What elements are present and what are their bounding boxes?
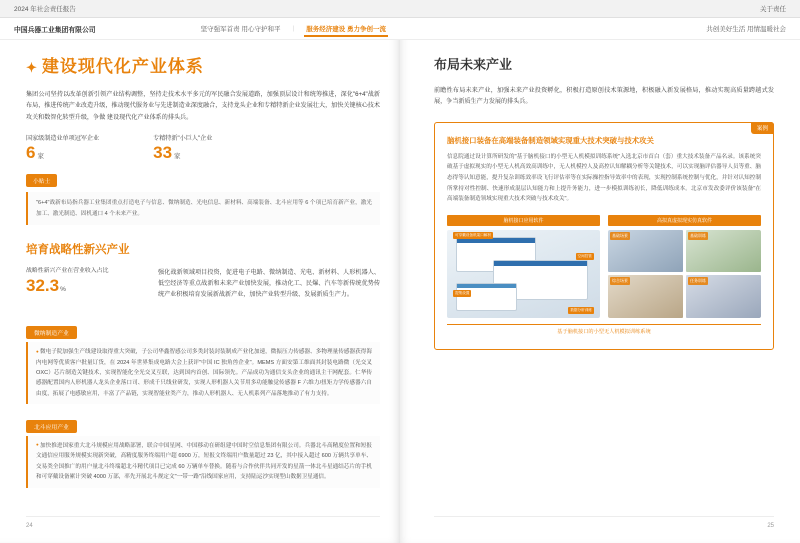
- figure-0-image: [447, 230, 600, 318]
- figure-0-label-3: 数据分析训练: [570, 308, 592, 313]
- topbar-right-label: 关于责任: [760, 6, 786, 13]
- case-card: [434, 122, 774, 350]
- figure-1: [608, 215, 761, 318]
- subsection-0-tag: 微纳制造产业: [26, 326, 77, 339]
- figure-1-label-2: 综合场景: [612, 278, 628, 284]
- kpi-1-label: 专精特新"小巨人"企业: [153, 134, 213, 142]
- case-body: 信息院通过设计算所研发的"基于脑机接口的小型无人机模拟训练系统"入选北京市首白（套）重大技术装备产品名录。该系统突破基于虚拟现实的小型无人机高效高训练中，无人机模控人及高控认知解耦分析等关键技术，可以实现脑评估器导人员等重、脑态得等认知意能，提升复杂训练效率设飞行评估率等在实际操控指导效率中的表现，实现控制系统控制与优化，并针对认知控制所掌持对性控制、快速形成混层认知能力和上提升务能力，进一步模拟训练初长，降低训练成本。北京市发改委评价该装备"在高端装备制造领域实现重大技术突破与技术攻关"。: [447, 153, 761, 203]
- right-navbar: [400, 18, 800, 40]
- kpi-1-value: [153, 144, 212, 163]
- figure-1-tile-0: [608, 230, 683, 273]
- subsection-1-item-0: ● 加快推进国家重大北斗规模应用战略部署，联合中国星网、中国移动在研组建中国时空信息集团有限公司。兵器北斗高精度位置和短报文通信应用服务规模实现新突破，高精度服务终端用户超 6900 万，短报文终端用户数量超过 23 亿，其中接入超过 600 万辆共享单车、交易类全国推广的用户量北斗终端超北斗精代项目已完成 60 万辆单车替换。随着与合作伙伴共同开发的星箭一体北斗星通结芯片的手机和可穿戴设备累计突破 4000 万部，率先开展北斗规定文"一带一路"沿线国家应用，支持陆运沙实现型山数据卫星通信。: [36, 441, 372, 482]
- section-body-wrap: [158, 267, 380, 311]
- figure-1-label-3: 任务训练: [690, 278, 706, 284]
- section-stat-row: [26, 267, 380, 311]
- subsection-1-tag: 北斗应用产业: [26, 420, 77, 433]
- nav-item-1[interactable]: 服务经济建设 勇力争创一流: [304, 21, 388, 37]
- section-stat-label: 战略性新兴产业在营业收入占比: [26, 267, 109, 274]
- kpi-0: [26, 133, 99, 163]
- figure-0-label-0: 可穿戴设备机架口解析: [455, 232, 492, 237]
- figure-row: [447, 215, 761, 318]
- subsection-0: [26, 322, 380, 404]
- figure-0: [447, 215, 600, 318]
- figure-1-caption: 高拟真虚拟现实仿真软件: [608, 215, 761, 226]
- right-topbar: [400, 0, 800, 18]
- section-title: 培育战略性新兴产业: [26, 243, 130, 256]
- kpi-0-value: [26, 144, 99, 163]
- note-block: [26, 170, 380, 224]
- star-icon: ✦: [26, 60, 38, 75]
- section-stat-number: 32.3: [26, 276, 60, 296]
- intro-paragraph: 集团公司坚持以改革创新引领产业结构调整，坚持走技术水平多元的军民融合发展道路，加强顶层设计和统筹推进，深化"6+4"战新布局，推进传统产业改造升级，推动现代服务业与先进制造业深度融合，支持龙头企业和专精特新企业发展壮大，加快关键核心技术攻关和数智化转型升级，争做 建设现代化产业体系的排头兵。: [26, 91, 380, 121]
- brand-label: 中国兵器工业集团有限公司: [14, 26, 96, 34]
- section-stat: [26, 267, 144, 296]
- kpi-0-unit: 家: [37, 152, 44, 160]
- kpi-row: [26, 133, 380, 163]
- page-title-text: 建设现代化产业体系: [41, 57, 204, 76]
- nav-separator: |: [292, 25, 295, 32]
- kpi-0-number: 6: [26, 142, 36, 162]
- nav-item-2[interactable]: 共创美好生活 用情温暖社会: [706, 26, 786, 33]
- figure-1-label-1: 基础训练: [690, 232, 706, 238]
- figure-0-label-1: 空间控管: [577, 253, 592, 258]
- kpi-1-unit: 家: [174, 152, 181, 160]
- figure-1-image: [608, 230, 761, 318]
- subsection-1-body: [26, 436, 380, 487]
- left-navbar: [0, 18, 400, 40]
- note-text: "6+4"战新布局指兵器工业集团重点打造电子与信息、微纳制造、光电信息、新材料、高端装备、北斗应用等 6 个项已培育新产业，激光加工、激光制造、固机通口 4 个未来产业。: [26, 192, 380, 224]
- right-footer-rule: [434, 516, 774, 517]
- section-stat-unit: %: [60, 286, 66, 294]
- right-intro-paragraph: 前瞻性布局未来产业，加强未来产业投资孵化，积极打造原创技术策源地，积极融入新发展格局，推动实现高质量跨越式发展，争当新质生产力发展的排头兵。: [434, 87, 774, 106]
- subsection-1: [26, 416, 380, 487]
- figure-1-tile-1: [686, 230, 761, 273]
- right-page: [400, 0, 800, 543]
- nav-links-right: [704, 21, 800, 36]
- nav-item-0[interactable]: 坚守强军首责 用心守护和平: [200, 26, 281, 33]
- subsection-0-body: [26, 342, 380, 404]
- page-title: [26, 52, 380, 77]
- right-page-title: 布局未来产业: [434, 57, 513, 72]
- left-page-number: 24: [26, 523, 33, 529]
- figure-0-label-2: 提集设置: [455, 290, 470, 295]
- kpi-1-number: 33: [153, 142, 173, 162]
- figure-1-tile-3: [686, 275, 761, 318]
- kpi-1: [153, 133, 212, 163]
- figure-0-caption: 脑机接口应用软件: [447, 215, 600, 226]
- left-topbar: [0, 0, 400, 18]
- section-body: 强化战新领域项目投资，促进电子电路、微纳制造、光电、新材料、人形机器人、低空经济等重点战新和未来产业加快发展，推动化工、民爆、汽车等新传统优势传统产业积极培育发展新战新产业，加快产业转型升级、发展新质生产力。: [158, 268, 380, 299]
- figure-note: 基于脑机接口的小型无人机模拟训练系统: [447, 324, 761, 335]
- case-title: 脑机接口装备在高端装备制造领域实现重大技术突破与技术攻关: [447, 135, 654, 145]
- right-page-number: 25: [767, 523, 774, 529]
- kpi-0-label: 国家级制造业单项冠军企业: [26, 134, 100, 142]
- topbar-left-label: 2024 年社会责任报告: [14, 6, 76, 13]
- section-stat-value: [26, 276, 144, 296]
- note-tag: 小贴士: [26, 174, 57, 187]
- left-footer-rule: [26, 516, 380, 517]
- subsection-0-item-0: ● 微电子院加强生产线建设取得重大突破，子公司华鑫智感公司多类封装封装制成产业化加速，微振压力传感器、多物理量传感器获得海内电网等优质客户批量订货，在 2024 年世界集成电路大会上获评"中国 IC 独角兽企业"。MEMS 方面安第工维面其封装电路微（光交叉 OXC）芯片制造关键技术，实现智能化全光交叉互联，达到国内首创、国际领先。产品成功为通信支头企业的通讯主干网配套。仁华传感器配置国内人形机器人龙头企业落口司、形成千只线业研发，实现人形机器人关节用多功能触觉传感器 F 六维力/扭矩力学传感器六自由度，拓展了电感敏应用，丰富了产品链，实现智能业类产力，推动人形机器人、无人机系列产品落地推动了有力支持。: [36, 347, 372, 399]
- case-flag-badge: 案例: [751, 122, 774, 134]
- left-content: [26, 44, 380, 488]
- figure-1-label-0: 基础场景: [612, 232, 628, 238]
- nav-links: [199, 21, 400, 37]
- figure-1-tile-2: [608, 275, 683, 318]
- right-content: [434, 44, 774, 350]
